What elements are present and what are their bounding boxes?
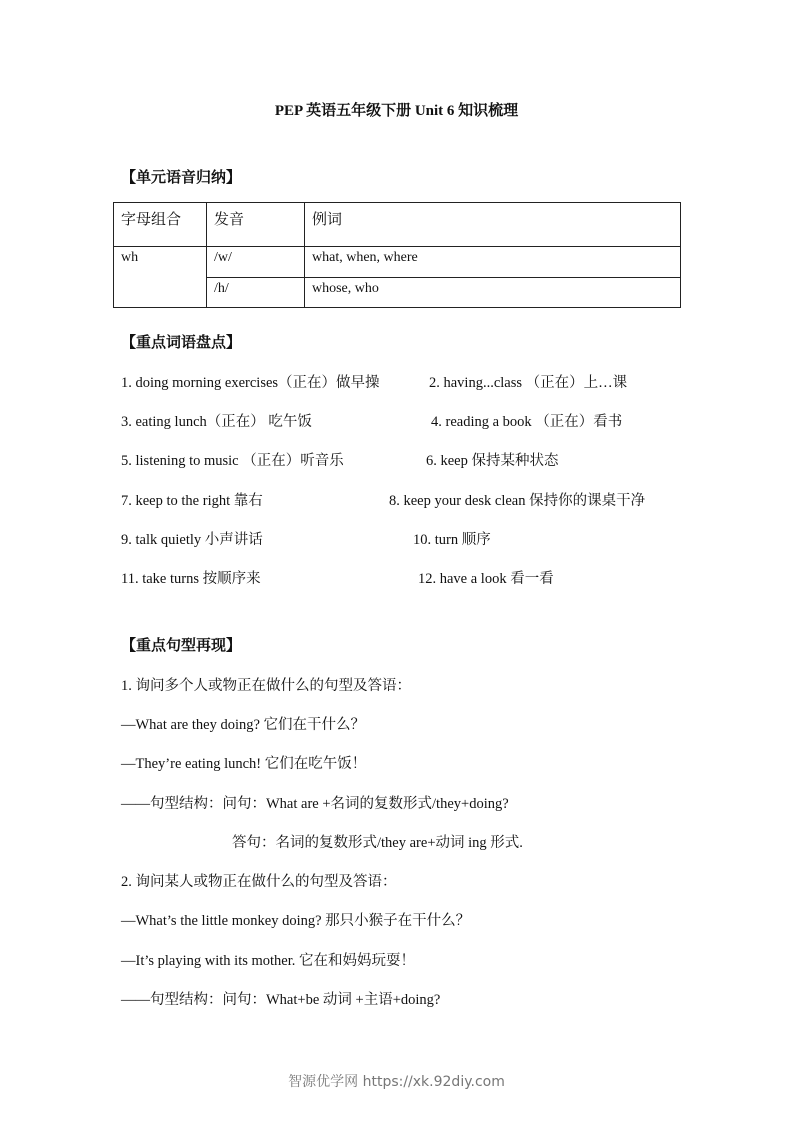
- cell-examples: whose, who: [305, 278, 681, 308]
- vocab-item: 6. keep 保持某种状态: [426, 453, 559, 469]
- sentence-line: 1. 询问多个人或物正在做什么的句型及答语：: [121, 678, 411, 694]
- cell-sound: /w/: [207, 247, 305, 278]
- sentence-line: ——句型结构：问句：What are +名词的复数形式/they+doing?: [121, 796, 509, 812]
- header-letters: 字母组合: [114, 203, 207, 247]
- vocab-item: 9. talk quietly 小声讲话: [121, 532, 263, 548]
- vocab-item: 7. keep to the right 靠右: [121, 493, 263, 509]
- vocab-item: 1. doing morning exercises（正在）做早操: [121, 375, 380, 391]
- cell-letters: wh: [114, 247, 207, 308]
- sentence-line: ——句型结构：问句：What+be 动词 +主语+doing?: [121, 992, 441, 1008]
- vocab-item: 11. take turns 按顺序来: [121, 571, 261, 587]
- vocab-item: 8. keep your desk clean 保持你的课桌干净: [389, 493, 646, 509]
- table-row: [114, 247, 681, 278]
- sentences-heading: 【重点句型再现】: [121, 638, 242, 654]
- footer-watermark: 智源优学网 https://xk.92diy.com: [288, 1074, 505, 1090]
- sentence-line: —It’s playing with its mother. 它在和妈妈玩耍！: [121, 953, 416, 969]
- sentence-line: —They’re eating lunch! 它们在吃午饭！: [121, 756, 367, 772]
- sentence-line: 2. 询问某人或物正在做什么的句型及答语：: [121, 874, 397, 890]
- vocab-item: 5. listening to music （正在）听音乐: [121, 453, 344, 469]
- vocab-item: 12. have a look 看一看: [418, 571, 554, 587]
- sentence-line: 答句：名词的复数形式/they are+动词 ing 形式.: [232, 835, 523, 851]
- header-sound: 发音: [207, 203, 305, 247]
- cell-sound: /h/: [207, 278, 305, 308]
- vocab-item: 4. reading a book （正在）看书: [431, 414, 623, 430]
- header-examples: 例词: [305, 203, 681, 247]
- table-header-row: [114, 203, 681, 247]
- phonics-table: [113, 202, 681, 308]
- sentence-line: —What are they doing? 它们在干什么？: [121, 717, 366, 733]
- cell-examples: what, when, where: [305, 247, 681, 278]
- vocab-item: 10. turn 顺序: [413, 532, 491, 548]
- sentence-line: —What’s the little monkey doing? 那只小猴子在干什么？: [121, 913, 471, 929]
- page-title: PEP 英语五年级下册 Unit 6 知识梳理: [274, 103, 519, 119]
- vocab-heading: 【重点词语盘点】: [121, 335, 242, 351]
- vocab-item: 3. eating lunch（正在） 吃午饭: [121, 414, 312, 430]
- phonics-heading: 【单元语音归纳】: [121, 170, 242, 186]
- vocab-item: 2. having...class （正在）上…课: [429, 375, 628, 391]
